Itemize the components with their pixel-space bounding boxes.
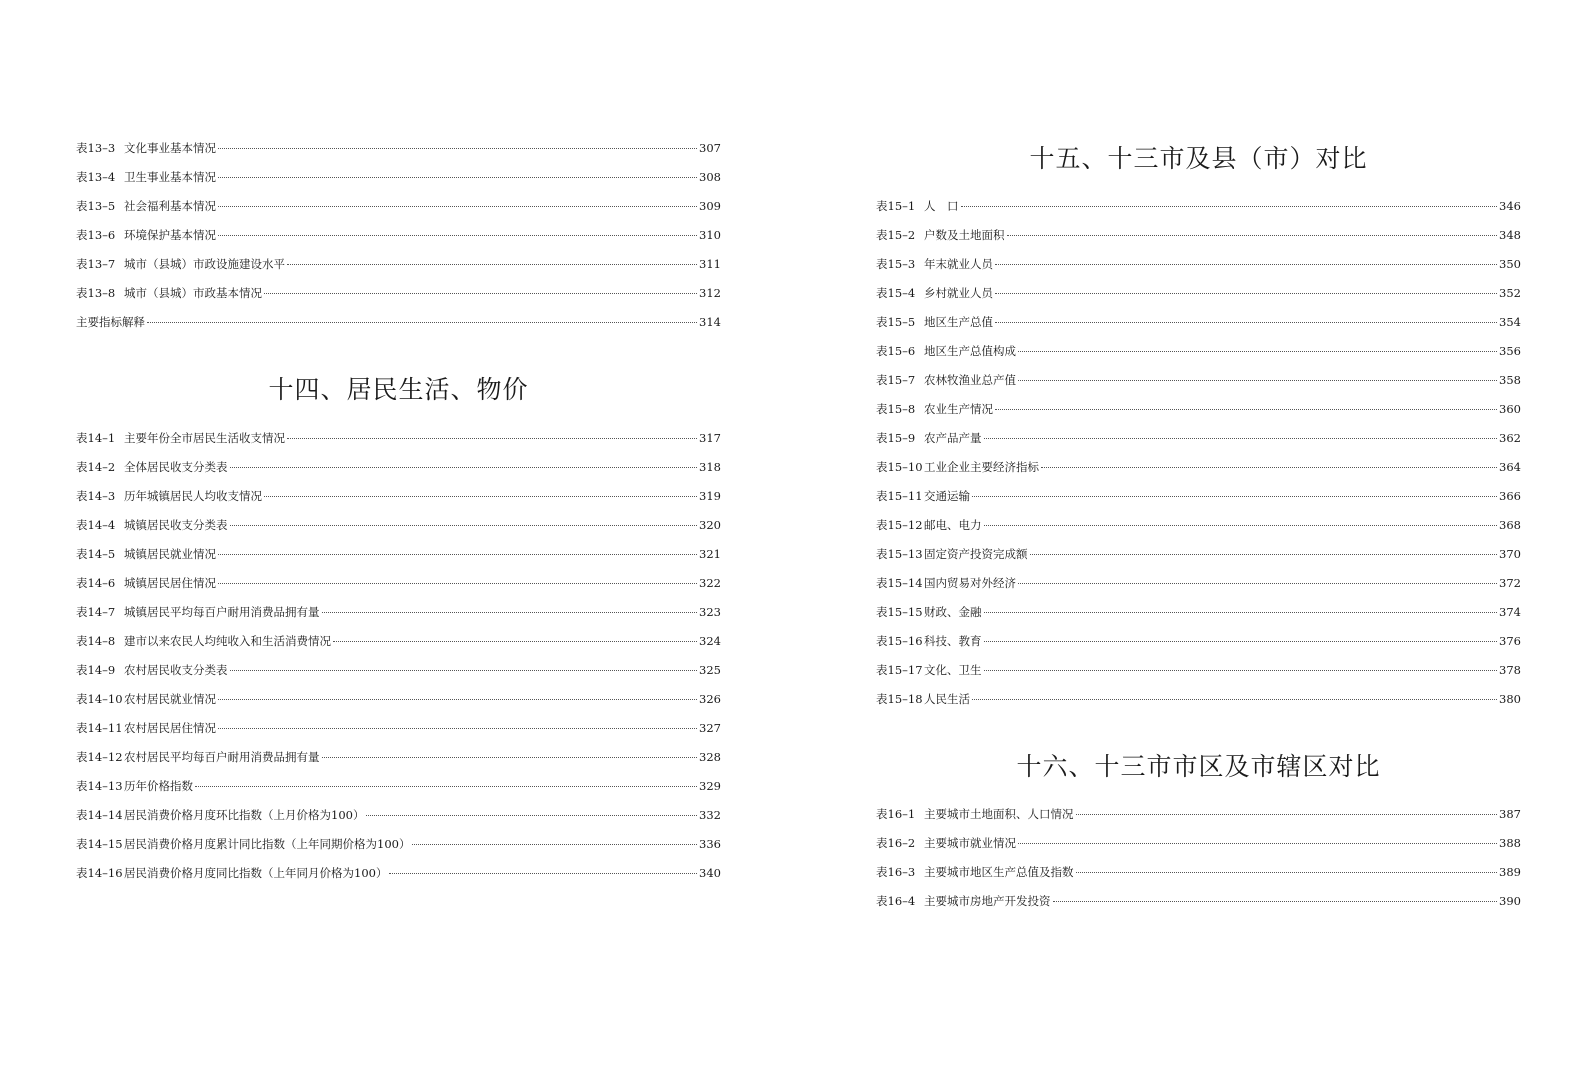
toc-entry-page-number: 389 (1499, 865, 1521, 879)
toc-entry-page-number: 310 (699, 228, 721, 242)
toc-entry-page-number: 378 (1499, 663, 1521, 677)
toc-entry[interactable] (76, 167, 721, 187)
toc-dot-leader (984, 640, 1498, 642)
toc-dot-leader (1018, 350, 1497, 352)
toc-entry-page-number: 324 (699, 634, 721, 648)
toc-entry-code: 表15–5 (876, 315, 916, 329)
toc-dot-leader (995, 292, 1497, 294)
toc-entry-title: 卫生事业基本情况 (124, 170, 216, 184)
toc-entry-title: 城市（县城）市政基本情况 (124, 286, 262, 300)
toc-dot-leader (264, 495, 697, 497)
toc-entry-title: 农产品产量 (924, 431, 982, 445)
toc-entry-page-number: 325 (699, 663, 721, 677)
toc-entry-code: 表13–5 (76, 199, 116, 213)
toc-entry[interactable] (76, 660, 721, 680)
toc-entry-title: 农村居民居住情况 (124, 721, 216, 735)
toc-entry-title: 地区生产总值构成 (924, 344, 1016, 358)
toc-entry-page-number: 336 (699, 837, 721, 851)
toc-entry[interactable] (876, 370, 1521, 390)
section-heading-15: 十五、十三市及县（市）对比 (1029, 144, 1368, 173)
toc-dot-leader (218, 727, 697, 729)
toc-entry-title: 城镇居民收支分类表 (124, 518, 228, 532)
toc-entry-code: 表14–3 (76, 489, 116, 503)
toc-entry[interactable] (876, 804, 1521, 824)
toc-dot-leader (230, 524, 698, 526)
toc-entry[interactable] (876, 399, 1521, 419)
toc-entry-page-number: 374 (1499, 605, 1521, 619)
toc-entry-page-number: 362 (1499, 431, 1521, 445)
toc-entry-code: 表13–7 (76, 257, 116, 271)
toc-entry-title: 农村居民平均每百户耐用消费品拥有量 (124, 750, 320, 764)
toc-entry-title: 地区生产总值 (924, 315, 993, 329)
toc-dot-leader (1053, 900, 1498, 902)
toc-entry-code: 表15–12 (876, 518, 923, 532)
toc-entry-code: 表15–16 (876, 634, 923, 648)
toc-entry-code: 表14–15 (76, 837, 123, 851)
toc-dot-leader (1041, 466, 1497, 468)
toc-entry-title: 年末就业人员 (924, 257, 993, 271)
toc-entry-title: 财政、金融 (924, 605, 982, 619)
toc-entry-title: 人民生活 (924, 692, 970, 706)
toc-entry-title: 城镇居民平均每百户耐用消费品拥有量 (124, 605, 320, 619)
toc-entry-page-number: 366 (1499, 489, 1521, 503)
toc-entry-code: 表14–5 (76, 547, 116, 561)
toc-dot-leader (389, 872, 697, 874)
toc-entry[interactable] (76, 834, 721, 854)
toc-dot-leader (287, 437, 697, 439)
toc-entry-page-number: 311 (699, 257, 721, 271)
toc-entry[interactable] (76, 631, 721, 651)
toc-entry-page-number: 356 (1499, 344, 1521, 358)
toc-entry-title: 全体居民收支分类表 (124, 460, 228, 474)
toc-entry-page-number: 323 (699, 605, 721, 619)
toc-dot-leader (147, 321, 697, 323)
toc-entry[interactable] (876, 515, 1521, 535)
section-heading-14: 十四、居民生活、物价 (268, 375, 529, 404)
toc-dot-leader (218, 553, 697, 555)
toc-entry-page-number: 380 (1499, 692, 1521, 706)
toc-entry-code: 表16–4 (876, 894, 916, 908)
toc-entry[interactable] (876, 602, 1521, 622)
toc-entry-page-number: 319 (699, 489, 721, 503)
toc-entry-title: 城镇居民就业情况 (124, 547, 216, 561)
toc-entry-title: 主要城市地区生产总值及指数 (924, 865, 1074, 879)
toc-entry-page-number: 360 (1499, 402, 1521, 416)
toc-entry-code: 表15–9 (876, 431, 916, 445)
toc-entry[interactable] (876, 544, 1521, 564)
toc-entry-page-number: 354 (1499, 315, 1521, 329)
toc-entry-title: 文化、卫生 (924, 663, 982, 677)
toc-entry-code: 表14–7 (76, 605, 116, 619)
toc-entry-page-number: 370 (1499, 547, 1521, 561)
toc-entry-page-number: 372 (1499, 576, 1521, 590)
toc-entry-title: 居民消费价格月度环比指数（上月价格为100） (124, 808, 365, 822)
toc-dot-leader (322, 756, 698, 758)
toc-entry[interactable] (76, 138, 721, 158)
toc-entry-title: 社会福利基本情况 (124, 199, 216, 213)
toc-entry-page-number: 340 (699, 866, 721, 880)
toc-entry-page-number: 308 (699, 170, 721, 184)
toc-entry-title: 建市以来农民人均纯收入和生活消费情况 (124, 634, 331, 648)
toc-entry-code: 表15–13 (876, 547, 923, 561)
toc-dot-leader (333, 640, 697, 642)
toc-dot-leader (218, 205, 697, 207)
toc-dot-leader (1076, 813, 1498, 815)
toc-entry[interactable] (876, 833, 1521, 853)
toc-entry-code: 表15–1 (876, 199, 916, 213)
toc-dot-leader (1076, 871, 1498, 873)
toc-entry-page-number: 318 (699, 460, 721, 474)
toc-entry[interactable] (876, 660, 1521, 680)
toc-entry-code: 表15–14 (876, 576, 923, 590)
toc-entry-code: 表15–2 (876, 228, 916, 242)
toc-dot-leader (995, 321, 1497, 323)
toc-entry-title: 交通运输 (924, 489, 970, 503)
toc-dot-leader (264, 292, 697, 294)
toc-entry[interactable] (76, 225, 721, 245)
toc-entry[interactable] (76, 486, 721, 506)
toc-entry-page-number: 328 (699, 750, 721, 764)
toc-entry[interactable] (76, 573, 721, 593)
toc-dot-leader (1018, 582, 1497, 584)
toc-entry-code: 表15–3 (876, 257, 916, 271)
toc-entry-title: 国内贸易对外经济 (924, 576, 1016, 590)
toc-entry-title: 邮电、电力 (924, 518, 982, 532)
toc-dot-leader (218, 234, 697, 236)
toc-dot-leader (995, 408, 1497, 410)
toc-entry[interactable] (876, 457, 1521, 477)
toc-entry-title: 文化事业基本情况 (124, 141, 216, 155)
toc-entry-code: 表13–3 (76, 141, 116, 155)
toc-entry-code: 表15–18 (876, 692, 923, 706)
toc-dot-leader (984, 524, 1498, 526)
toc-entry[interactable] (876, 862, 1521, 882)
toc-entry-code: 表14–6 (76, 576, 116, 590)
toc-entry-code: 表14–12 (76, 750, 123, 764)
toc-entry[interactable] (876, 573, 1521, 593)
toc-entry[interactable] (876, 254, 1521, 274)
toc-entry-title: 城镇居民居住情况 (124, 576, 216, 590)
toc-entry[interactable] (76, 196, 721, 216)
toc-dot-leader (972, 495, 1497, 497)
toc-entry-page-number: 368 (1499, 518, 1521, 532)
toc-entry[interactable] (76, 689, 721, 709)
toc-entry-page-number: 317 (699, 431, 721, 445)
toc-entry-title: 主要城市房地产开发投资 (924, 894, 1051, 908)
toc-entry-code: 表13–4 (76, 170, 116, 184)
toc-entry-title: 人 口 (924, 199, 959, 213)
toc-entry[interactable] (876, 428, 1521, 448)
toc-entry-title: 历年价格指数 (124, 779, 193, 793)
toc-entry-page-number: 312 (699, 286, 721, 300)
toc-dot-leader (1018, 842, 1497, 844)
toc-entry[interactable] (876, 891, 1521, 911)
toc-dot-leader (218, 147, 697, 149)
toc-entry-code: 表14–11 (76, 721, 123, 735)
toc-entry-page-number: 332 (699, 808, 721, 822)
toc-entry-page-number: 352 (1499, 286, 1521, 300)
toc-entry-code: 表16–3 (876, 865, 916, 879)
toc-entry-page-number: 307 (699, 141, 721, 155)
toc-entry-title: 主要城市就业情况 (924, 836, 1016, 850)
toc-entry-code: 表15–8 (876, 402, 916, 416)
toc-dot-leader (412, 843, 697, 845)
toc-dot-leader (195, 785, 697, 787)
toc-entry-title: 主要年份全市居民生活收支情况 (124, 431, 285, 445)
toc-entry-title: 主要指标解释 (76, 315, 145, 329)
toc-entry[interactable] (76, 776, 721, 796)
toc-entry[interactable] (876, 225, 1521, 245)
toc-entry-code: 表16–1 (876, 807, 916, 821)
toc-dot-leader (230, 466, 698, 468)
section-heading-16: 十六、十三市市区及市辖区对比 (1016, 752, 1381, 781)
toc-entry-title: 农业生产情况 (924, 402, 993, 416)
toc-entry-title: 农村居民就业情况 (124, 692, 216, 706)
toc-entry-title: 乡村就业人员 (924, 286, 993, 300)
toc-entry-page-number: 376 (1499, 634, 1521, 648)
toc-entry-page-number: 320 (699, 518, 721, 532)
toc-entry[interactable] (76, 747, 721, 767)
toc-entry-title: 户数及土地面积 (924, 228, 1005, 242)
toc-entry-title: 城市（县城）市政设施建设水平 (124, 257, 285, 271)
toc-dot-leader (972, 698, 1497, 700)
toc-dot-leader (218, 176, 697, 178)
toc-entry-title: 农村居民收支分类表 (124, 663, 228, 677)
toc-entry-title: 居民消费价格月度累计同比指数（上年同期价格为100） (124, 837, 411, 851)
toc-entry-code: 表14–8 (76, 634, 116, 648)
toc-entry-page-number: 390 (1499, 894, 1521, 908)
toc-entry-code: 表14–4 (76, 518, 116, 532)
toc-dot-leader (322, 611, 698, 613)
toc-dot-leader (1018, 379, 1497, 381)
toc-entry-page-number: 388 (1499, 836, 1521, 850)
toc-entry-title: 农林牧渔业总产值 (924, 373, 1016, 387)
toc-entry-code: 表15–7 (876, 373, 916, 387)
toc-dot-leader (218, 582, 697, 584)
toc-entry-page-number: 348 (1499, 228, 1521, 242)
toc-entry-code: 表14–2 (76, 460, 116, 474)
toc-entry[interactable] (76, 312, 721, 332)
toc-entry[interactable] (76, 718, 721, 738)
toc-entry-code: 表14–16 (76, 866, 123, 880)
toc-entry-code: 表14–14 (76, 808, 123, 822)
toc-entry-code: 表13–6 (76, 228, 116, 242)
toc-dot-leader (995, 263, 1497, 265)
toc-entry-title: 固定资产投资完成额 (924, 547, 1028, 561)
toc-entry[interactable] (76, 805, 721, 825)
toc-dot-leader (961, 205, 1498, 207)
toc-entry[interactable] (76, 515, 721, 535)
toc-entry[interactable] (76, 544, 721, 564)
toc-entry[interactable] (76, 863, 721, 883)
toc-dot-leader (287, 263, 697, 265)
toc-entry[interactable] (76, 254, 721, 274)
toc-entry[interactable] (876, 196, 1521, 216)
toc-entry-code: 表15–10 (876, 460, 923, 474)
toc-entry-code: 表14–1 (76, 431, 116, 445)
toc-entry-code: 表13–8 (76, 286, 116, 300)
toc-entry[interactable] (876, 312, 1521, 332)
toc-dot-leader (984, 669, 1498, 671)
toc-entry-code: 表16–2 (876, 836, 916, 850)
toc-dot-leader (1007, 234, 1498, 236)
toc-entry-title: 科技、教育 (924, 634, 982, 648)
toc-entry-code: 表14–10 (76, 692, 123, 706)
toc-entry-page-number: 314 (699, 315, 721, 329)
toc-entry[interactable] (876, 341, 1521, 361)
toc-entry[interactable] (876, 486, 1521, 506)
toc-entry-code: 表15–11 (876, 489, 923, 503)
toc-entry-page-number: 329 (699, 779, 721, 793)
toc-entry-page-number: 346 (1499, 199, 1521, 213)
toc-entry-title: 居民消费价格月度同比指数（上年同月价格为100） (124, 866, 388, 880)
toc-entry-title: 主要城市土地面积、人口情况 (924, 807, 1074, 821)
toc-dot-leader (1030, 553, 1498, 555)
toc-dot-leader (230, 669, 698, 671)
toc-entry-code: 表15–4 (876, 286, 916, 300)
toc-entry[interactable] (76, 428, 721, 448)
toc-entry-page-number: 364 (1499, 460, 1521, 474)
toc-entry[interactable] (76, 283, 721, 303)
toc-dot-leader (218, 698, 697, 700)
toc-entry[interactable] (76, 602, 721, 622)
toc-entry-title: 工业企业主要经济指标 (924, 460, 1039, 474)
toc-entry-code: 表15–6 (876, 344, 916, 358)
toc-dot-leader (366, 814, 697, 816)
toc-entry-title: 历年城镇居民人均收支情况 (124, 489, 262, 503)
toc-entry-page-number: 326 (699, 692, 721, 706)
toc-entry-page-number: 322 (699, 576, 721, 590)
toc-entry-page-number: 387 (1499, 807, 1521, 821)
toc-entry-page-number: 350 (1499, 257, 1521, 271)
toc-entry-code: 表14–9 (76, 663, 116, 677)
toc-entry[interactable] (876, 689, 1521, 709)
toc-entry[interactable] (76, 457, 721, 477)
toc-entry[interactable] (876, 631, 1521, 651)
toc-entry-code: 表15–15 (876, 605, 923, 619)
toc-entry[interactable] (876, 283, 1521, 303)
toc-entry-title: 环境保护基本情况 (124, 228, 216, 242)
toc-dot-leader (984, 437, 1498, 439)
toc-entry-page-number: 327 (699, 721, 721, 735)
toc-entry-page-number: 358 (1499, 373, 1521, 387)
toc-entry-code: 表14–13 (76, 779, 123, 793)
toc-dot-leader (984, 611, 1498, 613)
toc-entry-code: 表15–17 (876, 663, 923, 677)
toc-entry-page-number: 321 (699, 547, 721, 561)
toc-entry-page-number: 309 (699, 199, 721, 213)
